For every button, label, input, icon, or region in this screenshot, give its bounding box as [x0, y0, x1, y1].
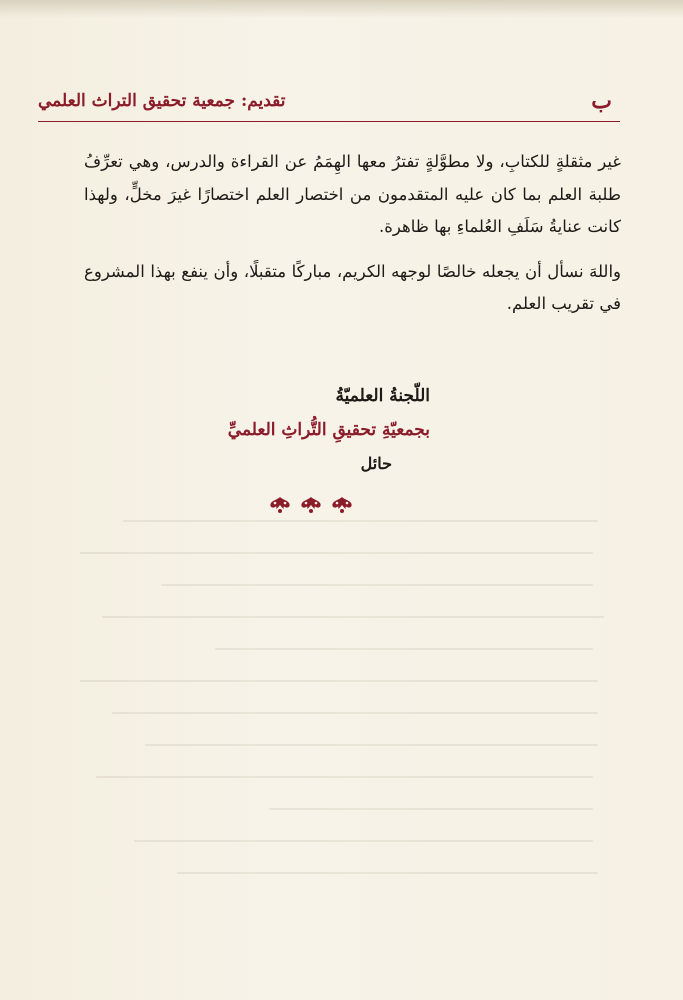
bleed-through-shadow — [80, 520, 620, 960]
bleed-line — [102, 616, 604, 618]
bleed-line — [134, 840, 593, 842]
bleed-line — [80, 552, 593, 554]
fleuron-icon — [299, 495, 323, 515]
bleed-line — [177, 872, 598, 874]
body-text — [84, 146, 621, 321]
paragraph-2: واللهَ نسأل أن يجعله خالصًا لوجهه الكريم، مباركًا متقبلًا، وأن ينفع بهذا المشروع في تقريب العلم. — [84, 261, 621, 313]
page-edge-shadow — [0, 0, 683, 18]
bleed-line — [112, 712, 598, 714]
bleed-line — [161, 584, 593, 586]
paragraph-1: غير مثقلةٍ للكتابِ، ولا مطوَّلةٍ تفترُ معها الهِمَمُ عن القراءة والدرس، وهي تعرِّفُ طلبة العلم بما كان عليه المتقدمون من اختصار العلم اختصارًا غيرَ مخلٍّ، ولهذا كانت عنايةُ سَلَفِ العُلماءِ بها ظاهرة. — [84, 152, 621, 236]
bleed-line — [123, 520, 598, 522]
fleuron-icon — [268, 495, 292, 515]
signature-committee: اللّجنةُ العلميّةُ — [335, 386, 430, 406]
signature-association: بجمعيّةِ تحقيقِ التُّراثِ العلميِّ — [227, 420, 430, 440]
signature-block — [110, 382, 430, 478]
bleed-line — [80, 680, 598, 682]
fleuron-ornament — [268, 494, 354, 516]
signature-city: حائل — [360, 454, 392, 473]
running-header — [38, 88, 620, 118]
page-letter: ب — [591, 88, 612, 114]
bleed-line — [145, 744, 599, 746]
bleed-line — [215, 648, 593, 650]
bleed-line — [269, 808, 593, 810]
fleuron-icon — [330, 495, 354, 515]
header-rule — [38, 121, 620, 122]
running-title: تقديم: جمعية تحقيق التراث العلمي — [38, 91, 286, 111]
bleed-line — [96, 776, 593, 778]
